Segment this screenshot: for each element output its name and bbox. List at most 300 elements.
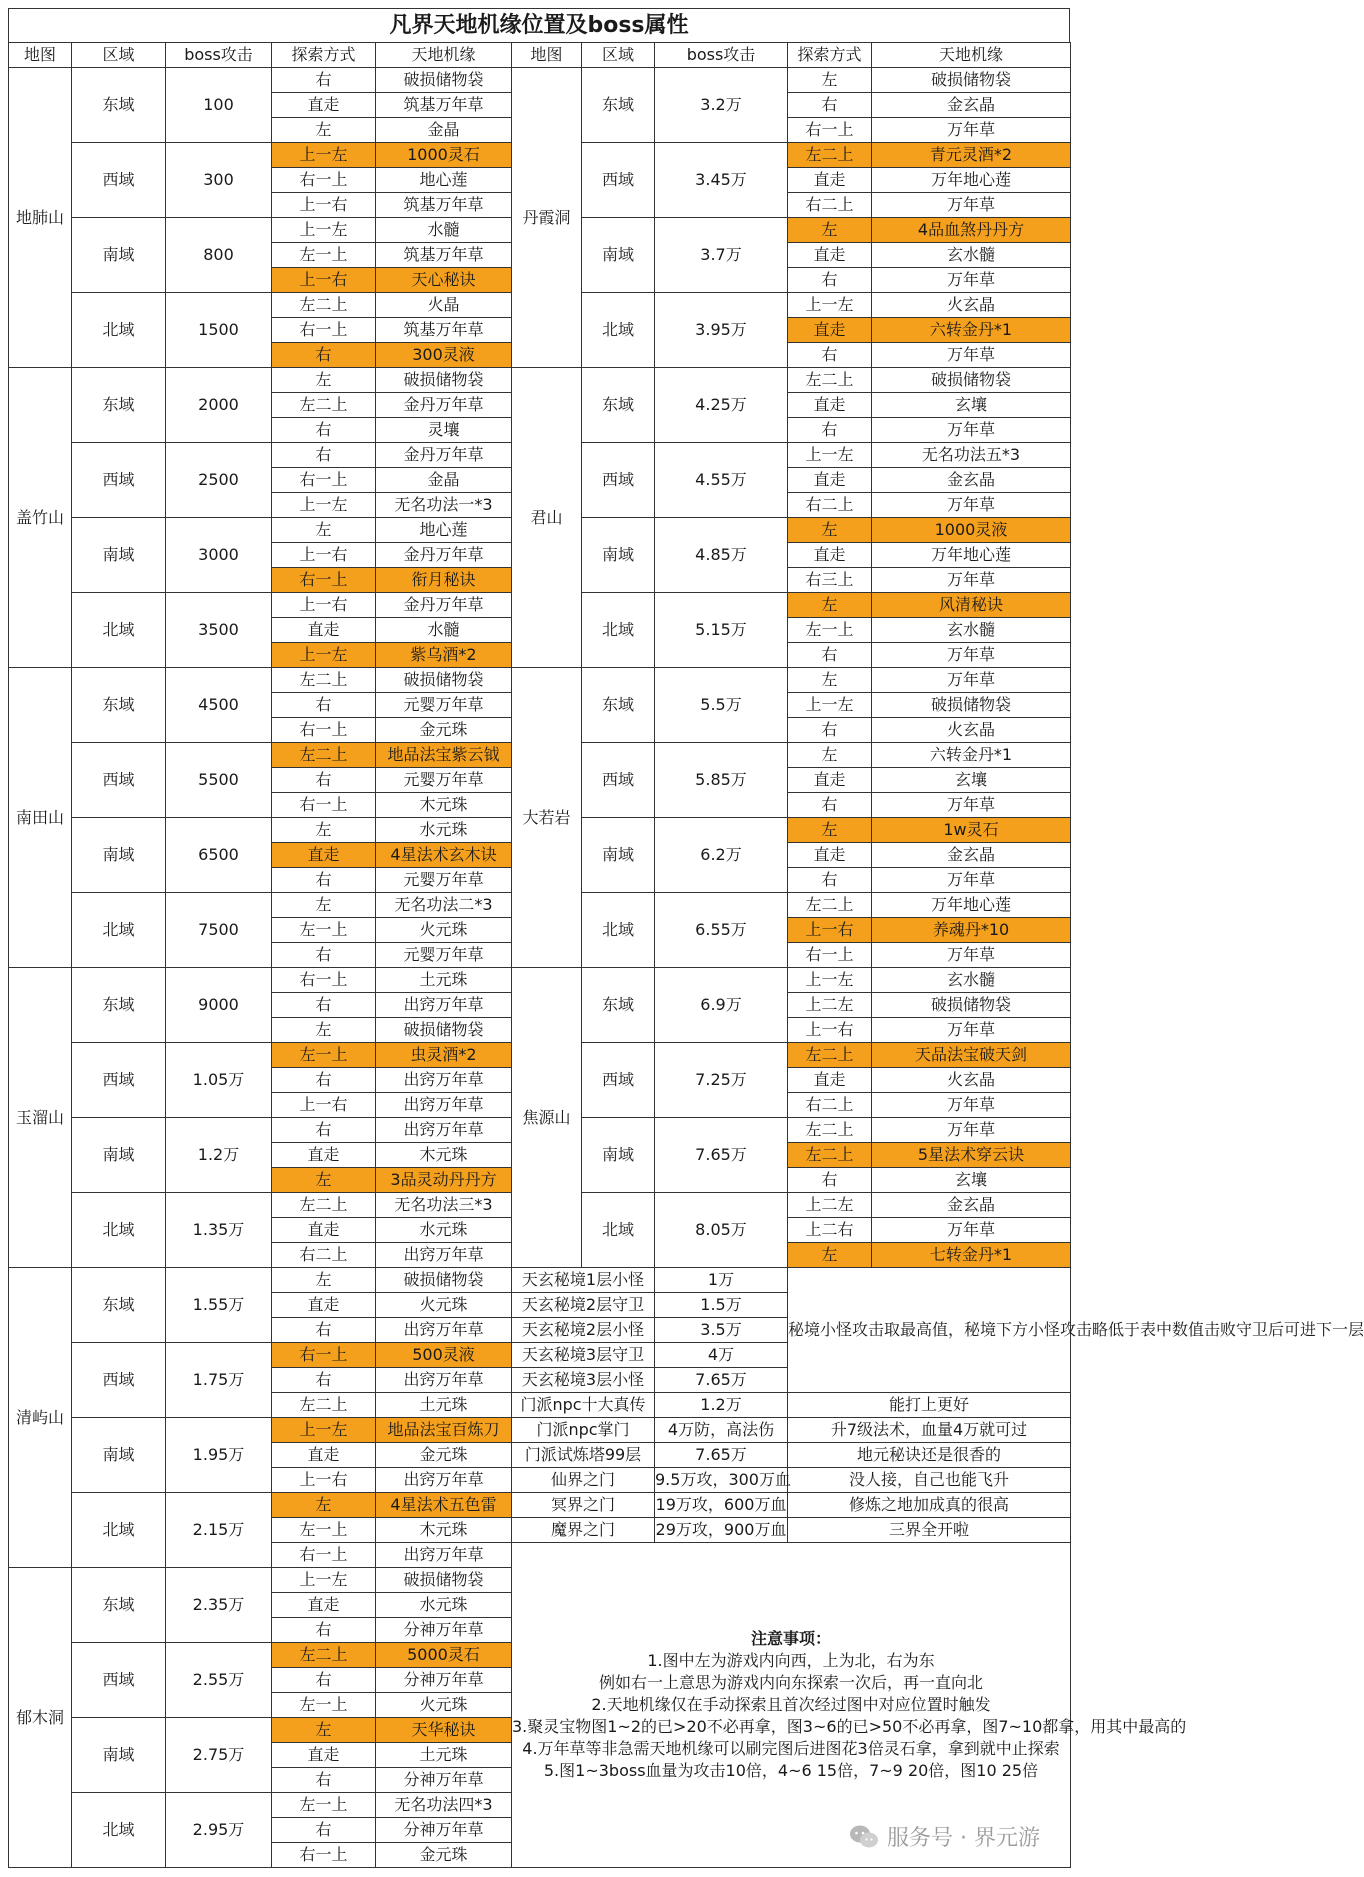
extra-name: 天玄秘境3层小怪 [512,1368,655,1393]
explore-method: 上一右 [272,1093,376,1118]
explore-method: 上一右 [272,268,376,293]
extra-value: 4万 [655,1343,788,1368]
region-name: 南域 [72,218,166,293]
opportunity: 无名功法一*3 [376,493,512,518]
page-title: 凡界天地机缘位置及boss属性 [8,8,1070,42]
table-row [9,968,1071,993]
opportunity: 火玄晶 [872,1068,1071,1093]
explore-method: 上一左 [272,643,376,668]
explore-method: 右 [788,268,872,293]
opportunity: 万年地心莲 [872,543,1071,568]
opportunity: 金丹万年草 [376,543,512,568]
opportunity: 紫乌酒*2 [376,643,512,668]
explore-method: 直走 [788,768,872,793]
opportunity: 出窍万年草 [376,1543,512,1568]
opportunity: 3品灵动丹丹方 [376,1168,512,1193]
explore-method: 左 [272,1493,376,1518]
explore-method: 左 [272,118,376,143]
opportunity: 玄壤 [872,1168,1071,1193]
region-name: 南域 [582,1118,655,1193]
explore-method: 左二上 [788,143,872,168]
boss-attack: 1.2万 [166,1118,272,1193]
opportunity: 破损储物袋 [376,668,512,693]
explore-method: 左 [272,368,376,393]
opportunity: 500灵液 [376,1343,512,1368]
table-row [9,668,1071,693]
explore-method: 左二上 [272,393,376,418]
region-name: 北域 [582,893,655,968]
explore-method: 右 [272,343,376,368]
explore-method: 右 [788,793,872,818]
explore-method: 上一右 [272,593,376,618]
opportunity: 养魂丹*10 [872,918,1071,943]
opportunity: 万年草 [872,493,1071,518]
boss-attack: 2.95万 [166,1793,272,1868]
region-name: 南域 [72,1418,166,1493]
explore-method: 直走 [788,243,872,268]
opportunity: 筑基万年草 [376,318,512,343]
extra-name: 天玄秘境2层守卫 [512,1293,655,1318]
watermark [849,1821,1040,1852]
explore-method: 上一右 [272,193,376,218]
explore-method: 左 [272,1168,376,1193]
explore-method: 右一上 [788,943,872,968]
region-name: 西域 [582,443,655,518]
explore-method: 右 [272,943,376,968]
region-name: 西域 [72,1343,166,1418]
explore-method: 左二上 [272,668,376,693]
explore-method: 左二上 [788,1043,872,1068]
opportunity: 金玄晶 [872,843,1071,868]
opportunity: 破损储物袋 [872,693,1071,718]
opportunity: 筑基万年草 [376,193,512,218]
boss-attack: 2.15万 [166,1493,272,1568]
explore-method: 直走 [272,618,376,643]
opportunity: 火元珠 [376,1693,512,1718]
opportunity: 筑基万年草 [376,243,512,268]
opportunity: 无名功法四*3 [376,1793,512,1818]
extra-name: 天玄秘境2层小怪 [512,1318,655,1343]
boss-attack: 4.55万 [655,443,788,518]
opportunity: 地品法宝百炼刀 [376,1418,512,1443]
explore-method: 右一上 [272,468,376,493]
region-name: 南域 [72,1718,166,1793]
explore-method: 直走 [272,93,376,118]
explore-method: 直走 [272,1593,376,1618]
opportunity: 灵壤 [376,418,512,443]
explore-method: 直走 [272,843,376,868]
opportunity: 土元珠 [376,968,512,993]
explore-method: 右 [272,1618,376,1643]
opportunity: 金元珠 [376,1843,512,1868]
extra-name: 门派npc十大真传 [512,1393,655,1418]
explore-method: 右 [272,1768,376,1793]
boss-attack: 3.2万 [655,68,788,143]
opportunity: 万年草 [872,418,1071,443]
explore-method: 右 [788,343,872,368]
explore-method: 左二上 [272,293,376,318]
region-name: 北域 [582,593,655,668]
explore-method: 左一上 [272,1693,376,1718]
extra-name: 天玄秘境3层守卫 [512,1343,655,1368]
region-name: 东域 [582,368,655,443]
opportunity: 万年草 [872,793,1071,818]
opportunity: 元婴万年草 [376,868,512,893]
opportunity: 七转金丹*1 [872,1243,1071,1268]
boss-attack: 4.25万 [655,368,788,443]
boss-attack: 1.55万 [166,1268,272,1343]
extra-name: 天玄秘境1层小怪 [512,1268,655,1293]
map-name: 丹霞洞 [512,68,582,368]
explore-method: 左二上 [788,1143,872,1168]
opportunity: 破损储物袋 [872,68,1071,93]
explore-method: 直走 [788,468,872,493]
explore-method: 直走 [272,1143,376,1168]
explore-method: 左 [272,1718,376,1743]
region-name: 东域 [72,1568,166,1643]
explore-method: 右 [272,443,376,468]
explore-method: 右 [272,1818,376,1843]
opportunity: 分神万年草 [376,1768,512,1793]
boss-attack: 6500 [166,818,272,893]
boss-attack: 100 [166,68,272,143]
opportunity: 金元珠 [376,1443,512,1468]
opportunity: 天品法宝破天剑 [872,1043,1071,1068]
map-name: 地肺山 [9,68,72,368]
opportunity: 金玄晶 [872,468,1071,493]
opportunity: 破损储物袋 [872,993,1071,1018]
boss-attack: 8.05万 [655,1193,788,1268]
region-name: 西域 [72,1643,166,1718]
opportunity: 木元珠 [376,793,512,818]
explore-method: 左一上 [272,918,376,943]
region-name: 西域 [582,143,655,218]
boss-attack: 2.35万 [166,1568,272,1643]
extra-value: 29万攻，900万血 [655,1518,788,1543]
boss-attack: 4500 [166,668,272,743]
opportunity: 出窍万年草 [376,1093,512,1118]
region-name: 北域 [72,593,166,668]
explore-method: 左 [272,893,376,918]
explore-method: 上一左 [788,443,872,468]
explore-method: 左 [272,1268,376,1293]
explore-method: 左二上 [272,1643,376,1668]
explore-method: 右二上 [788,193,872,218]
explore-method: 左 [272,518,376,543]
opportunity: 分神万年草 [376,1668,512,1693]
opportunity: 万年草 [872,193,1071,218]
opportunity: 300灵液 [376,343,512,368]
region-name: 东域 [582,668,655,743]
notice-line: 3.聚灵宝物图1~2的已>20不必再拿，图3~6的已>50不必再拿，图7~10都拿，用其中最高的 [512,1717,1187,1736]
boss-attack: 4.85万 [655,518,788,593]
explore-method: 上一左 [272,218,376,243]
opportunity: 虫灵酒*2 [376,1043,512,1068]
explore-method: 右 [272,68,376,93]
boss-attack: 9000 [166,968,272,1043]
explore-method: 左一上 [272,1043,376,1068]
explore-method: 右 [272,993,376,1018]
opportunity: 4星法术玄木诀 [376,843,512,868]
boss-attack: 5500 [166,743,272,818]
opportunity: 1w灵石 [872,818,1071,843]
extra-note: 没人接，自己也能飞升 [788,1468,1071,1493]
region-name: 西域 [72,443,166,518]
explore-method: 上二左 [788,993,872,1018]
opportunity: 金丹万年草 [376,593,512,618]
opportunity: 万年草 [872,1118,1071,1143]
explore-method: 直走 [788,393,872,418]
opportunity: 出窍万年草 [376,1318,512,1343]
opportunity: 玄水髓 [872,243,1071,268]
boss-attack: 3.95万 [655,293,788,368]
opportunity: 万年草 [872,268,1071,293]
extra-name: 门派npc掌门 [512,1418,655,1443]
region-name: 西域 [72,1043,166,1118]
opportunity: 天心秘诀 [376,268,512,293]
opportunity: 金玄晶 [872,93,1071,118]
explore-method: 直走 [788,1068,872,1093]
watermark-text: 服务号 · 界元游 [887,1826,1040,1851]
extra-note: 三界全开啦 [788,1518,1071,1543]
map-name: 南田山 [9,668,72,968]
boss-attack: 2.55万 [166,1643,272,1718]
opportunity: 破损储物袋 [376,1268,512,1293]
region-name: 东域 [582,68,655,143]
explore-method: 左二上 [788,893,872,918]
column-header: 天地机缘 [376,43,512,68]
explore-method: 右 [272,1118,376,1143]
opportunity: 地心莲 [376,518,512,543]
boss-attack: 1.75万 [166,1343,272,1418]
column-header: 地图 [512,43,582,68]
boss-attack: 3.7万 [655,218,788,293]
opportunity: 元婴万年草 [376,768,512,793]
explore-method: 上一左 [788,293,872,318]
region-name: 东域 [72,668,166,743]
boss-attack: 300 [166,143,272,218]
opportunity: 火元珠 [376,1293,512,1318]
opportunity: 木元珠 [376,1518,512,1543]
explore-method: 上一左 [272,1418,376,1443]
explore-method: 右 [272,868,376,893]
boss-attack: 7500 [166,893,272,968]
opportunity: 万年地心莲 [872,893,1071,918]
explore-method: 右一上 [272,1843,376,1868]
opportunity: 破损储物袋 [872,368,1071,393]
region-name: 西域 [582,1043,655,1118]
explore-method: 右二上 [788,1093,872,1118]
explore-method: 左 [788,1243,872,1268]
explore-method: 直走 [788,168,872,193]
extra-value: 9.5万攻，300万血 [655,1468,788,1493]
opportunity: 火晶 [376,293,512,318]
explore-method: 上一左 [272,1568,376,1593]
explore-method: 上一右 [272,1468,376,1493]
opportunity: 万年草 [872,943,1071,968]
map-name: 大若岩 [512,668,582,968]
explore-method: 左一上 [272,1793,376,1818]
region-name: 东域 [582,968,655,1043]
explore-method: 右一上 [272,568,376,593]
extra-value: 19万攻，600万血 [655,1493,788,1518]
explore-method: 左二上 [272,1193,376,1218]
explore-method: 右一上 [272,718,376,743]
boss-attack: 5.5万 [655,668,788,743]
explore-method: 上二左 [788,1193,872,1218]
explore-method: 上一右 [788,1018,872,1043]
opportunity: 无名功法三*3 [376,1193,512,1218]
boss-attack: 5.85万 [655,743,788,818]
boss-attack: 6.55万 [655,893,788,968]
opportunity: 出窍万年草 [376,1368,512,1393]
boss-attack: 800 [166,218,272,293]
notice-line: 例如右一上意思为游戏内向东探索一次后，再一直向北 [598,1673,983,1692]
explore-method: 右一上 [272,968,376,993]
region-name: 南域 [72,1118,166,1193]
explore-method: 上一右 [788,918,872,943]
opportunity: 火玄晶 [872,293,1071,318]
opportunity: 出窍万年草 [376,1468,512,1493]
opportunity: 金元珠 [376,718,512,743]
explore-method: 左 [272,1018,376,1043]
opportunity: 万年草 [872,1218,1071,1243]
opportunity: 水元珠 [376,818,512,843]
explore-method: 直走 [788,843,872,868]
opportunity: 青元灵酒*2 [872,143,1071,168]
region-name: 北域 [72,1793,166,1868]
explore-method: 左 [788,743,872,768]
region-name: 北域 [582,293,655,368]
opportunity: 万年草 [872,868,1071,893]
opportunity: 元婴万年草 [376,943,512,968]
explore-method: 右 [788,1168,872,1193]
opportunity: 土元珠 [376,1743,512,1768]
opportunity: 水髓 [376,218,512,243]
map-name: 郁木洞 [9,1568,72,1868]
wechat-icon [849,1824,879,1850]
opportunity: 木元珠 [376,1143,512,1168]
attribute-table [8,42,1364,1868]
opportunity: 无名功法五*3 [872,443,1071,468]
explore-method: 右 [788,643,872,668]
extra-value: 1万 [655,1268,788,1293]
header-row [9,43,1071,68]
explore-method: 右一上 [272,1343,376,1368]
explore-method: 右一上 [788,118,872,143]
opportunity: 万年地心莲 [872,168,1071,193]
explore-method: 左 [788,218,872,243]
region-name: 东域 [72,68,166,143]
explore-method: 左一上 [272,1518,376,1543]
boss-attack: 2000 [166,368,272,443]
region-name: 西域 [72,743,166,818]
explore-method: 右三上 [788,568,872,593]
boss-attack: 6.2万 [655,818,788,893]
opportunity: 六转金丹*1 [872,743,1071,768]
column-header: 探索方式 [788,43,872,68]
explore-method: 直走 [272,1293,376,1318]
notice-box [512,1543,1187,1868]
opportunity: 火元珠 [376,918,512,943]
explore-method: 上一左 [788,968,872,993]
opportunity: 5000灵石 [376,1643,512,1668]
explore-method: 右 [788,93,872,118]
extra-note: 地元秘诀还是很香的 [788,1443,1071,1468]
map-name: 盖竹山 [9,368,72,668]
opportunity: 出窍万年草 [376,1118,512,1143]
map-name: 君山 [512,368,582,668]
extra-value: 3.5万 [655,1318,788,1343]
extra-name: 门派试炼塔99层 [512,1443,655,1468]
explore-method: 右一上 [272,318,376,343]
opportunity: 1000灵石 [376,143,512,168]
opportunity: 六转金丹*1 [872,318,1071,343]
explore-method: 右二上 [272,1243,376,1268]
opportunity: 筑基万年草 [376,93,512,118]
opportunity: 玄水髓 [872,618,1071,643]
opportunity: 4星法术五色雷 [376,1493,512,1518]
region-name: 南域 [582,518,655,593]
region-name: 西域 [582,743,655,818]
extra-note: 能打上更好 [788,1393,1071,1418]
explore-method: 直走 [272,1743,376,1768]
table-row [9,1268,1071,1293]
table-row [9,1418,1071,1443]
explore-method: 右一上 [272,793,376,818]
explore-method: 左 [788,668,872,693]
region-name: 北域 [72,293,166,368]
opportunity: 金玄晶 [872,1193,1071,1218]
region-name: 东域 [72,968,166,1043]
boss-attack: 1.35万 [166,1193,272,1268]
explore-method: 右 [788,418,872,443]
opportunity: 土元珠 [376,1393,512,1418]
explore-method: 左一上 [788,618,872,643]
column-header: boss攻击 [655,43,788,68]
boss-attack: 3.45万 [655,143,788,218]
column-header: 地图 [9,43,72,68]
region-name: 南域 [72,818,166,893]
boss-attack: 5.15万 [655,593,788,668]
opportunity: 玄水髓 [872,968,1071,993]
extra-value: 1.5万 [655,1293,788,1318]
explore-method: 直走 [272,1443,376,1468]
opportunity: 玄壤 [872,768,1071,793]
explore-method: 左 [788,593,872,618]
opportunity: 万年草 [872,568,1071,593]
opportunity: 万年草 [872,1018,1071,1043]
notice-line: 4.万年草等非急需天地机缘可以刷完图后进图花3倍灵石拿，拿到就中止探索 [522,1739,1060,1758]
opportunity: 天华秘诀 [376,1718,512,1743]
opportunity: 分神万年草 [376,1618,512,1643]
map-name: 焦源山 [512,968,582,1268]
explore-method: 上一右 [272,543,376,568]
notice-line: 5.图1~3boss血量为攻击10倍，4~6 15倍，7~9 20倍，图10 25倍 [543,1761,1039,1780]
opportunity: 出窍万年草 [376,993,512,1018]
extra-name: 冥界之门 [512,1493,655,1518]
opportunity: 地品法宝紫云钺 [376,743,512,768]
opportunity: 水元珠 [376,1593,512,1618]
opportunity: 万年草 [872,118,1071,143]
opportunity: 金晶 [376,468,512,493]
opportunity: 火玄晶 [872,718,1071,743]
opportunity: 水元珠 [376,1218,512,1243]
opportunity: 风清秘诀 [872,593,1071,618]
notice-line: 1.图中左为游戏内向西，上为北，右为东 [647,1651,935,1670]
region-name: 东域 [72,1268,166,1343]
boss-attack: 6.9万 [655,968,788,1043]
